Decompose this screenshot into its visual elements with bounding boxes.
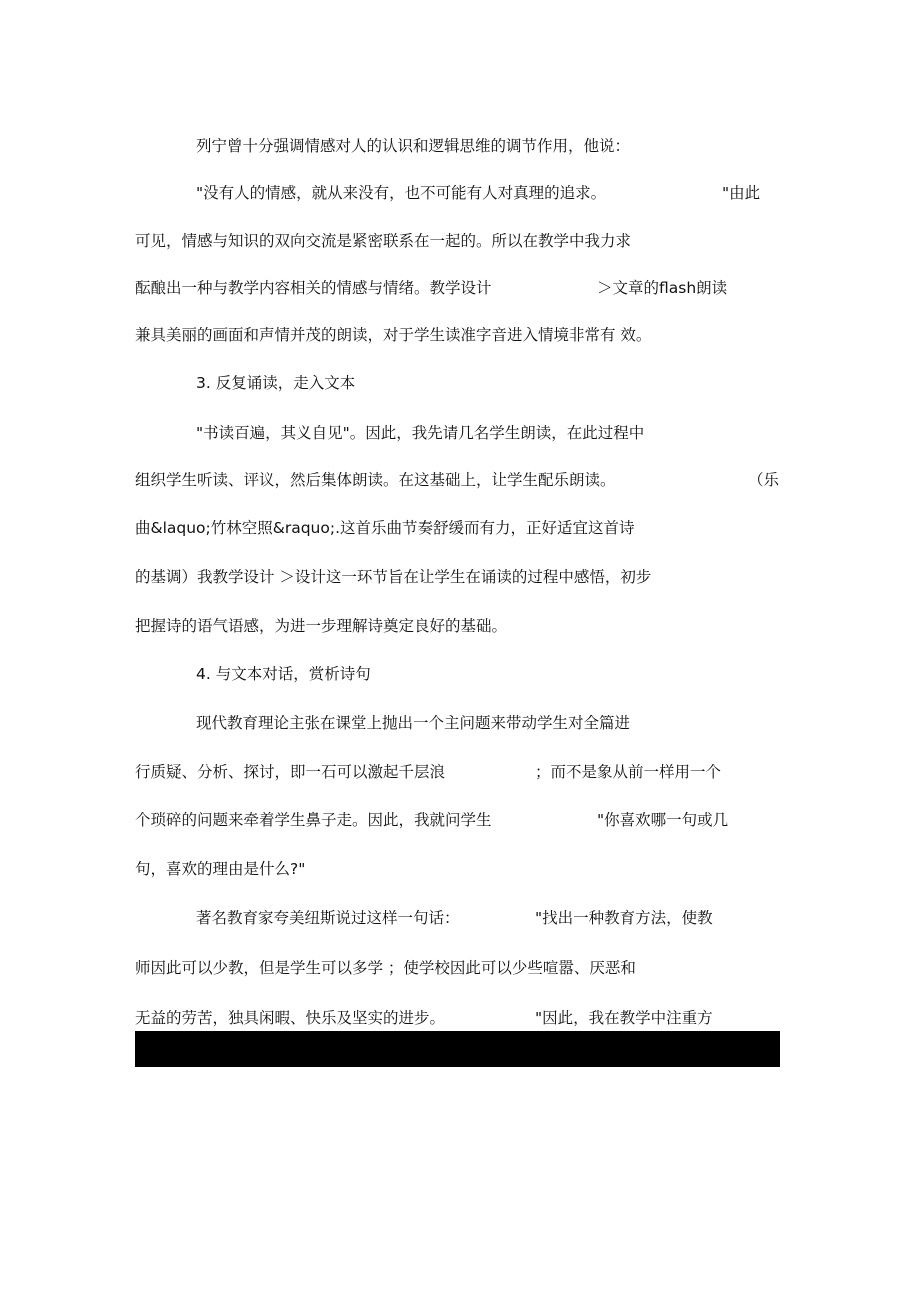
line-text: "你喜欢哪一句或几 [597,811,729,829]
line-text: 酝酿出一种与教学内容相关的情感与情绪。教学设计 [135,279,492,297]
line-text: "没有人的情感，就从来没有，也不可能有人对真理的追求。 [196,184,607,202]
text-line [0,229,920,253]
line-text: 4. 与文本对话，赏析诗句 [196,665,371,683]
text-line [0,134,920,158]
text-line [0,181,920,205]
text-line [0,323,920,347]
line-text: 行质疑、分析、探讨，即一石可以激起千层浪 [135,763,446,781]
line-text: "书读百遍，其义自见"。因此，我先请几名学生朗读，在此过程中 [196,424,645,442]
section-heading [0,371,920,395]
line-text: 列宁曾十分强调情感对人的认识和逻辑思维的调节作用，他说： [196,137,631,155]
line-text: 兼具美丽的画面和声情并茂的朗读，对于学生读准字音进入情境非常有 效。 [135,326,652,344]
text-line [0,421,920,445]
text-line [0,857,920,881]
line-text: （乐 [748,471,780,489]
line-text: ＞文章的flash朗读 [597,279,728,297]
text-line [0,906,920,930]
text-line [0,614,920,638]
line-text: "找出一种教育方法，使教 [535,909,713,927]
line-text: 现代教育理论主张在课堂上抛出一个主问题来带动学生对全篇进 [196,714,631,732]
line-text: 个琐碎的问题来牵着学生鼻子走。因此，我就问学生 [135,811,492,829]
line-text: 著名教育家夸美纽斯说过这样一句话： [196,909,460,927]
line-text: 曲&laquo;竹林空照&raquo;.这首乐曲节奏舒缓而有力，正好适宜这首诗 [135,519,635,537]
text-line [0,565,920,589]
text-line [0,760,920,784]
line-text: 句，喜欢的理由是什么?" [135,860,306,878]
line-text: 把握诗的语气语感，为进一步理解诗奠定良好的基础。 [135,617,508,635]
line-text: 无益的劳苦，独具闲暇、快乐及坚实的进步。 [135,1009,446,1027]
line-text: "由此 [722,184,761,202]
text-line [0,711,920,735]
line-text: 师因此可以少教，但是学生可以多学 ；使学校因此可以少些喧嚣、厌恶和 [135,959,636,977]
line-text: ；而不是象从前一样用一个 [535,763,722,781]
text-line [0,276,920,300]
line-text: 的基调）我教学设计 ＞设计这一环节旨在让学生在诵读的过程中感悟，初步 [135,568,652,586]
text-line [0,956,920,980]
section-heading [0,662,920,686]
text-line [0,808,920,832]
redaction-bar [135,1031,780,1067]
text-line [0,1006,920,1030]
line-text: 组织学生听读、评议，然后集体朗读。在这基础上，让学生配乐朗读。 [135,471,616,489]
line-text: "因此，我在教学中注重方 [535,1009,713,1027]
text-line [0,468,920,492]
line-text: 可见，情感与知识的双向交流是紧密联系在一起的。所以在教学中我力求 [135,232,632,250]
text-line [0,516,920,540]
line-text: 3. 反复诵读，走入文本 [196,374,356,392]
